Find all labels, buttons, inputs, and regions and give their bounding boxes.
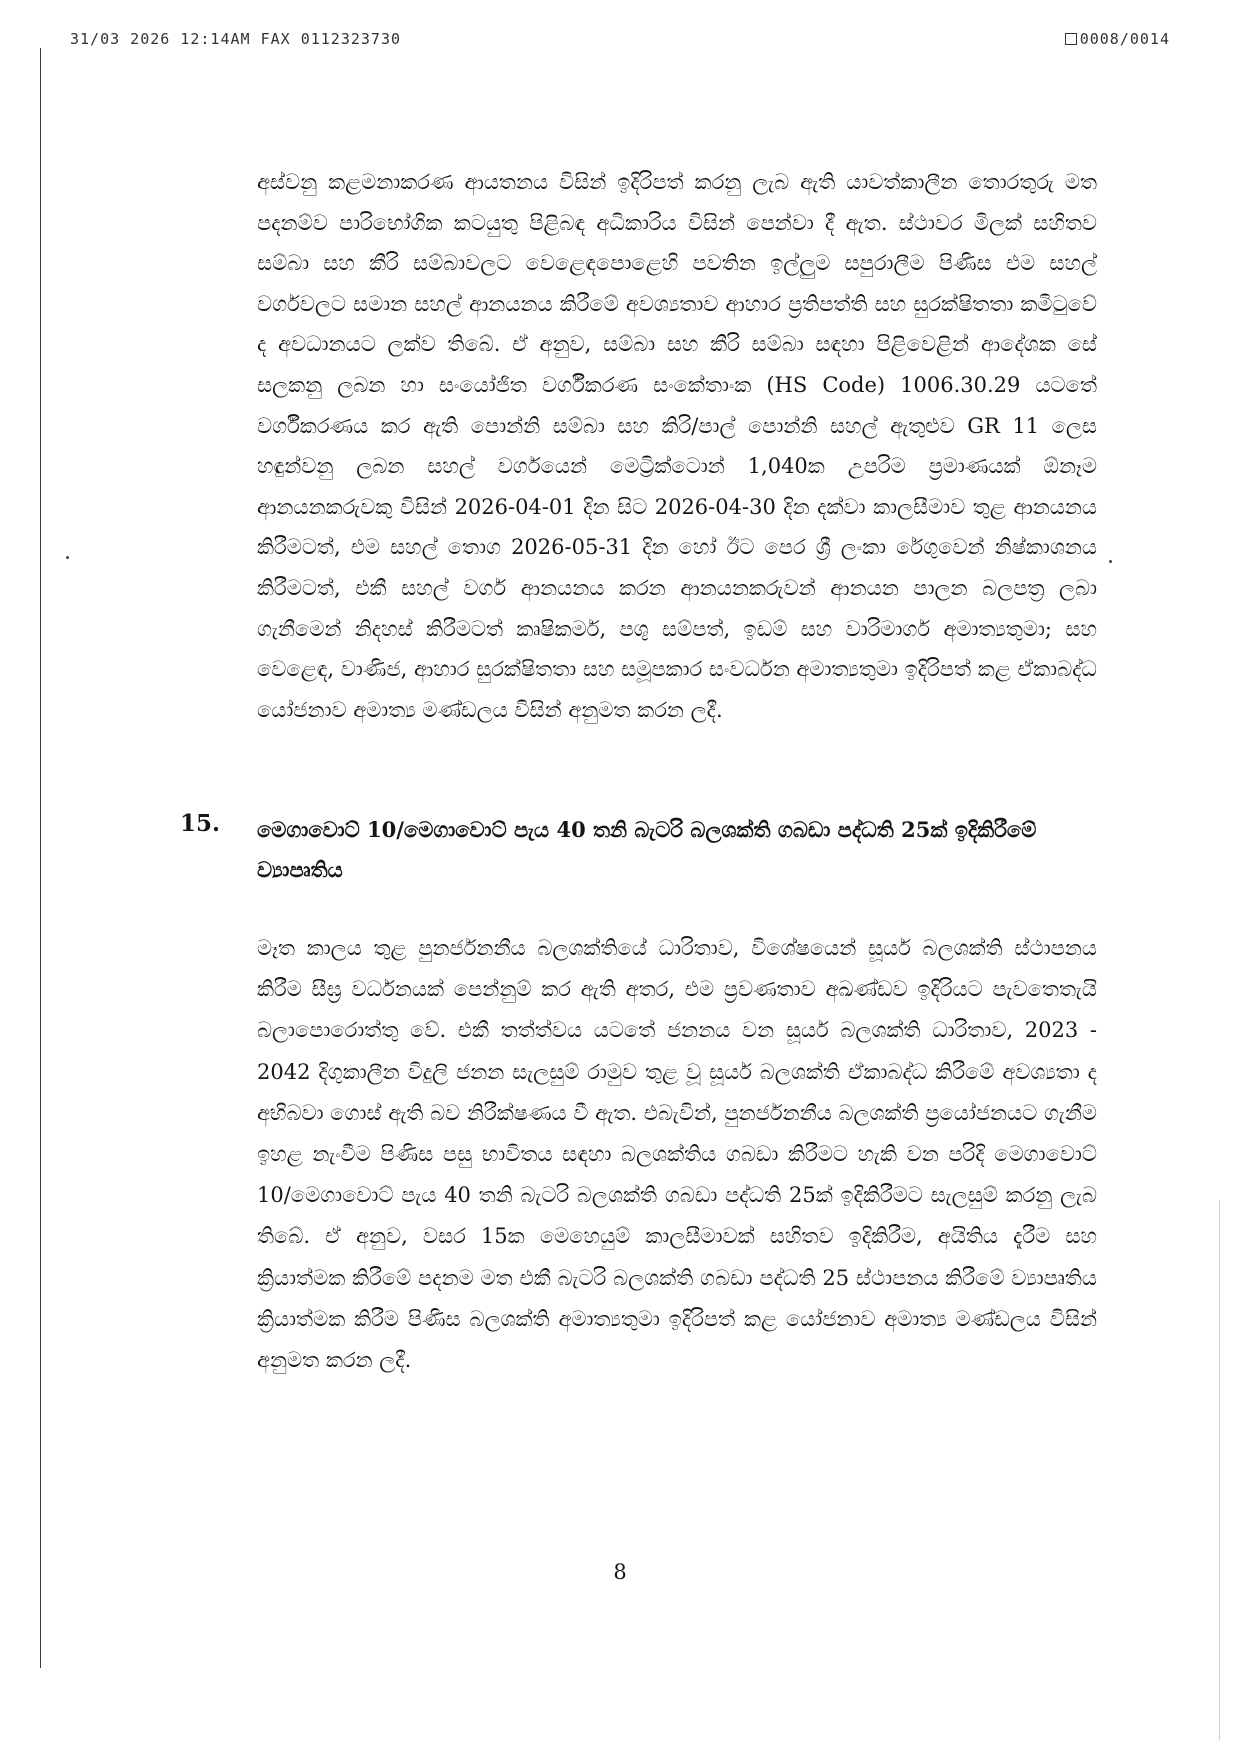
scan-edge-line-right	[1219, 1200, 1220, 1740]
section-number: 15.	[180, 810, 221, 837]
scan-speck	[66, 556, 69, 559]
fax-header	[70, 30, 1170, 48]
paragraph-decision-15: මෑත කාලය තුළ පුනර්ජනනීය බලශක්තියේ ධාරිතාව, විශේෂයෙන් සූර්ය බලශක්ති ස්ථාපනය කිරීම සීඝ්‍ර වර්ධනයක් පෙන්නුම් කර ඇති අතර, එම ප්‍රවණතාව අඛණ්ඩව ඉදිරියට පැවතෙතැයි බලාපොරොත්තු වේ. එකී තත්ත්වය යටතේ ජනනය වන සූර්ය බලශක්ති ධාරිතාව, 2023 - 2042 දිගුකාලීන විදුලි ජනන සැලසුම් රාමුව තුළ වූ සූර්ය බලශක්ති ඒකාබද්ධ කිරීමේ අවශ්‍යතා ද අභිබවා ගොස් ඇති බව නිරීක්ෂණය වී ඇත. එබැවින්, පුනර්ජනනීය බලශක්ති ප්‍රයෝජනයට ගැනීම ඉහළ නැංවීම පිණිස පසු භාවිතය සඳහා බලශක්තිය ගබඩා කිරීමට හැකි වන පරිදි මෙගාවොට් 10/මෙගාවොට් පැය 40 තනි බැටරි බලශක්ති ගබඩා පද්ධති 25ක් ඉදිකිරීමට සැලසුම් කරනු ලැබ තිබේ. ඒ අනුව, වසර 15ක මෙහෙයුම් කාලසීමාවක් සහිතව ඉදිකිරීම, අයිතිය දැරීම සහ ක්‍රියාත්මක කිරීමේ පදනම මත එකී බැටරි බලශක්ති ගබඩා පද්ධති 25 ස්ථාපනය කිරීමේ ව්‍යාපෘතිය ක්‍රියාත්මක කිරීම පිණිස බලශක්ති අමාත්‍යතුමා ඉදිරිපත් කළ යෝජනාව අමාත්‍ය මණ්ඩලය විසින් අනුමත කරන ලදී.	[257, 936, 1097, 1373]
page-number: 8	[613, 1560, 627, 1584]
fax-header-left: 31/03 2026 12:14AM FAX 0112323730	[70, 30, 402, 48]
paragraph-decision-14: අස්වනු කළමනාකරණ ආයතනය විසින් ඉදිරිපත් කරනු ලැබ ඇති යාවත්කාලීන තොරතුරු මත පදනම්ව පාරිභෝගික කටයුතු පිළිබඳ අධිකාරිය විසින් පෙන්වා දී ඇත. ස්ථාවර මිලක් සහිතව සම්බා සහ කීරි සම්බාවලට වෙළෙඳපොළෙහි පවතින ඉල්ලුම සපුරාලීම පිණිස එම සහල් වර්ගවලට සමාන සහල් ආනයනය කිරීමේ අවශ්‍යතාව ආහාර ප්‍රතිපත්ති සහ සුරක්ෂිතතා කමිටුවේ ද අවධානයට ලක්ව තිබේ. ඒ අනුව, සම්බා සහ කීරි සම්බා සඳහා පිළිවෙළින් ආදේශක සේ සලකනු ලබන හා සංයෝජිත වර්ගීකරණ සංකේතාංක (HS Code) 1006.30.29 යටතේ වර්ගීකරණය කර ඇති පොන්නි සම්බා සහ කිරි/පාල් පොන්නි සහල් ඇතුළුව GR 11 ලෙස හඳුන්වනු ලබන සහල් වර්ගයෙන් මෙට්‍රික්ටොන් 1,040ක උපරිම ප්‍රමාණයක් ඕනෑම ආනයනකරුවකු විසින් 2026-04-01 දින සිට 2026-04-30 දින දක්වා කාලසීමාව තුළ ආනයනය කිරීමටත්, එම සහල් තොග 2026-05-31 දින හෝ ඊට පෙර ශ්‍රී ලංකා රේගුවෙන් නිෂ්කාශනය කිරීමටත්, එකී සහල් වර්ග ආනයනය කරන ආනයනකරුවන් ආනයන පාලන බලපත්‍ර ලබා ගැනීමෙන් නිදහස් කිරීමටත් කෘෂිකර්ම, පශු සම්පත්, ඉඩම් සහ වාරිමාර්ග අමාත්‍යතුමා; සහ වෙළෙඳ, වාණිජ, ආහාර සුරක්ෂිතතා සහ සමූපකාර සංවර්ධන අමාත්‍යතුමා ඉදිරිපත් කළ ඒකාබද්ධ යෝජනාව අමාත්‍ය මණ්ඩලය විසින් අනුමත කරන ලදී.	[257, 170, 1097, 722]
fax-page-count: 0008/0014	[1079, 30, 1170, 48]
fax-header-right	[1065, 30, 1170, 48]
scan-edge-line	[40, 48, 41, 1668]
scan-speck	[1109, 560, 1112, 563]
section-title: මෙගාවොට් 10/මෙගාවොට් පැය 40 තනි බැටරි බලශක්ති ගබඩා පද්ධති 25ක් ඉදිකිරීමේ ව්‍යාපෘතිය	[257, 817, 1037, 882]
fax-checkbox-icon	[1065, 33, 1077, 45]
